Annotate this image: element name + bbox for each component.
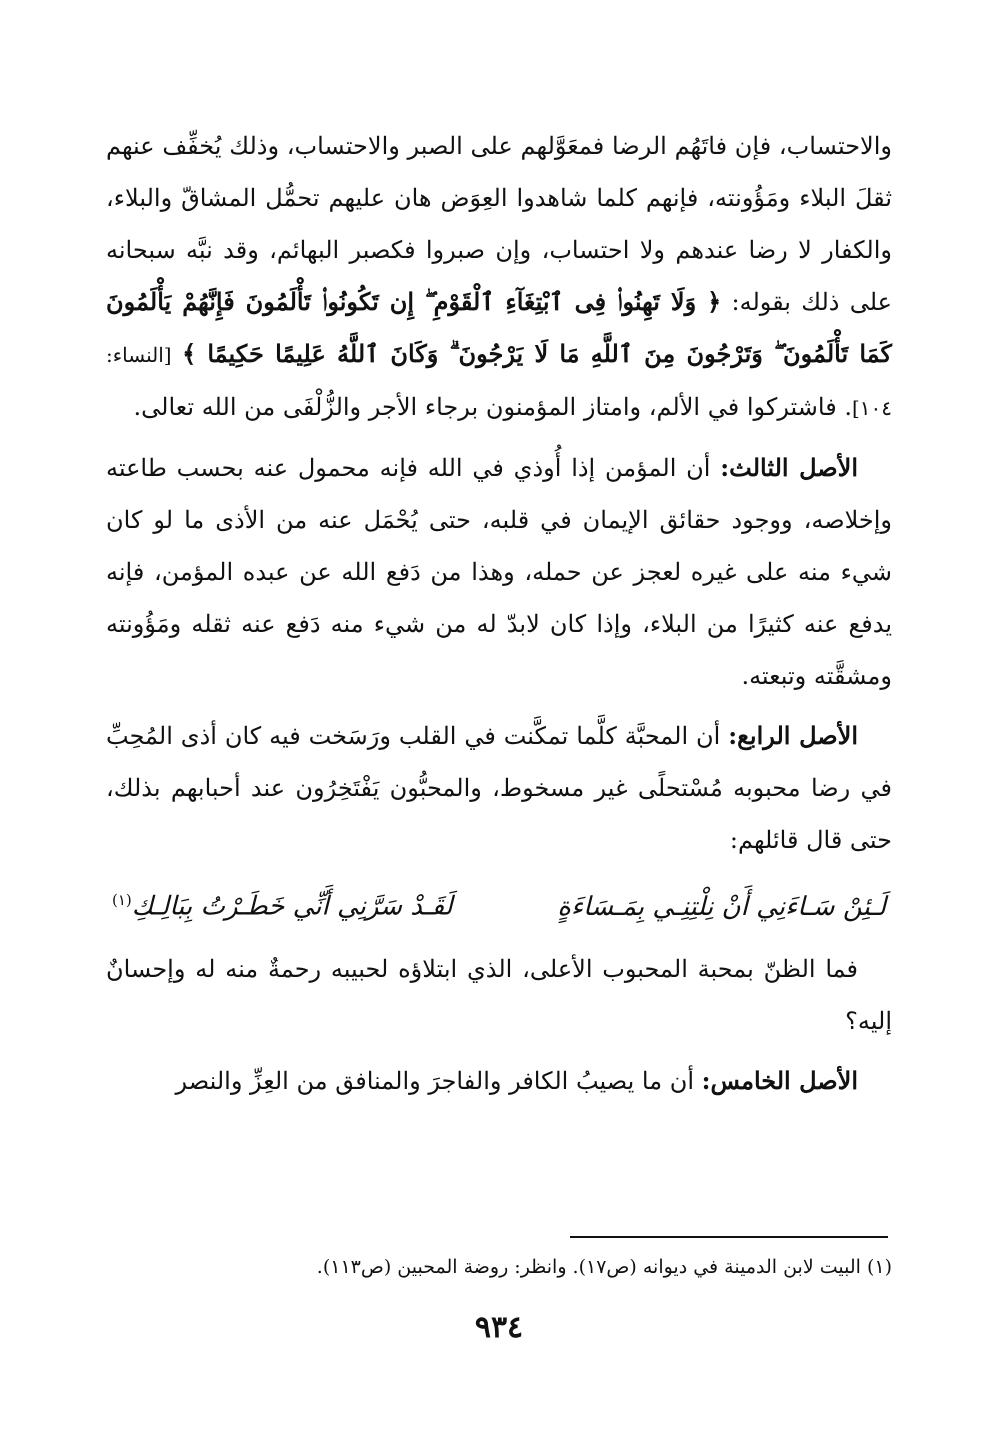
p2-text: أن المؤمن إذا أُوذي في الله فإنه محمول عنه بحسب طاعته وإخلاصه، ووجود حقائق الإيمان في قلبه، حتى يُحْمَل عنه من الأذى ما لو كان شيء منه على غيره لعجز عن حمله، وهذا من دَفع الله عن عبده المؤمن، فإنه يدفع عنه كثيرًا من البلاء، وإذا كان لابدّ له من شيء منه دَفع عنه ثقله ومَؤُونته ومشقَّته وتبعته. bbox=[106, 454, 892, 690]
p1-tail: . فاشتركوا في الألم، وامتاز المؤمنون برجاء الأجر والزُّلْفَى من الله تعالى. bbox=[133, 393, 852, 421]
paragraph-1 bbox=[106, 120, 892, 434]
paragraph-4 bbox=[106, 943, 892, 1047]
paragraph-5 bbox=[106, 1055, 892, 1107]
p1-line-3: تحمُّل المشاقّ والبلاء، والكفار لا رضا عندهم ولا احتساب، وإن صبروا bbox=[106, 184, 892, 264]
p4-text: فما الظنّ بمحبة المحبوب الأعلى، الذي ابتلاؤه لحبيبه رحمةٌ منه له وإحسانٌ إليه؟ bbox=[106, 954, 892, 1035]
page-number: ٩٣٤ bbox=[474, 1310, 524, 1345]
paragraph-2 bbox=[106, 442, 892, 702]
footnote-text: البيت لابن الدمينة في ديوانه (ص١٧). وانظر: روضة المحبين (ص١١٣). bbox=[316, 1256, 861, 1278]
footnote-marker[interactable]: (١) bbox=[112, 891, 132, 909]
page-body bbox=[106, 120, 892, 1107]
verse-hemistich-2-wrap bbox=[112, 870, 453, 937]
footnote bbox=[106, 1252, 892, 1282]
verse-hemistich-2: لَقَـدْ سَرَّنِي أَنِّي خَطَـرْتُ بِبَالِـكِ bbox=[131, 891, 453, 922]
p1-line-1: والاحتساب، فإن فاتَهُم الرضا فمعَوَّلهم على الصبر والاحتساب، وذلك bbox=[229, 132, 893, 160]
poetry-verse bbox=[106, 870, 892, 937]
p1-line-4: فكصبر البهائم، وقد نبَّه سبحانه على ذلك بقوله: bbox=[106, 236, 892, 316]
paragraph-3 bbox=[106, 710, 892, 866]
footnote-divider bbox=[570, 1236, 888, 1238]
quran-verse: ﴿ وَلَا تَهِنُوا۟ فِى ٱبْتِغَآءِ ٱلْقَوْمِ ۖ إِن تَكُونُوا۟ تَأْلَمُونَ فَإِنَّهُمْ يَأْلَمُونَ كَمَا تَأْلَمُونَ ۖ وَتَرْجُونَ مِنَ ٱللَّهِ مَا لَا يَرْجُونَ ۗ وَكَانَ ٱللَّهُ عَلِيمًا حَكِيمًا ﴾ bbox=[106, 287, 892, 368]
p1-line-2: يُخفِّف عنهم ثقلَ البلاء ومَؤُونته، فإنهم كلما شاهدوا العِوَض هان عليهم bbox=[106, 132, 892, 212]
verse-hemistich-1: لَـئِنْ سَـاءَنِي أَنْ نِلْتِنِـي بِمَـسَاءَةٍ bbox=[557, 891, 886, 922]
section-heading-fourth: الأصل الرابع: bbox=[728, 721, 859, 750]
p3-text: أن المحبَّة كلَّما تمكَّنت في القلب ورَسَخت فيه كان أذى المُحِبِّ في رضا محبوبه مُسْتحلًى غير مسخوط، والمحبُّون يَفْتَخِرُون عند أحبابهم بذلك، حتى قال قائلهم: bbox=[106, 722, 892, 854]
section-heading-third: الأصل الثالث: bbox=[720, 453, 858, 482]
quran-reference: [النساء: ١٠٤] bbox=[106, 343, 892, 420]
p5-text: أن ما يصيبُ الكافر والفاجرَ والمنافق من العِزِّ والنصر bbox=[175, 1066, 694, 1095]
footnote-number: (١) bbox=[866, 1256, 892, 1278]
section-heading-fifth: الأصل الخامس: bbox=[701, 1065, 858, 1095]
